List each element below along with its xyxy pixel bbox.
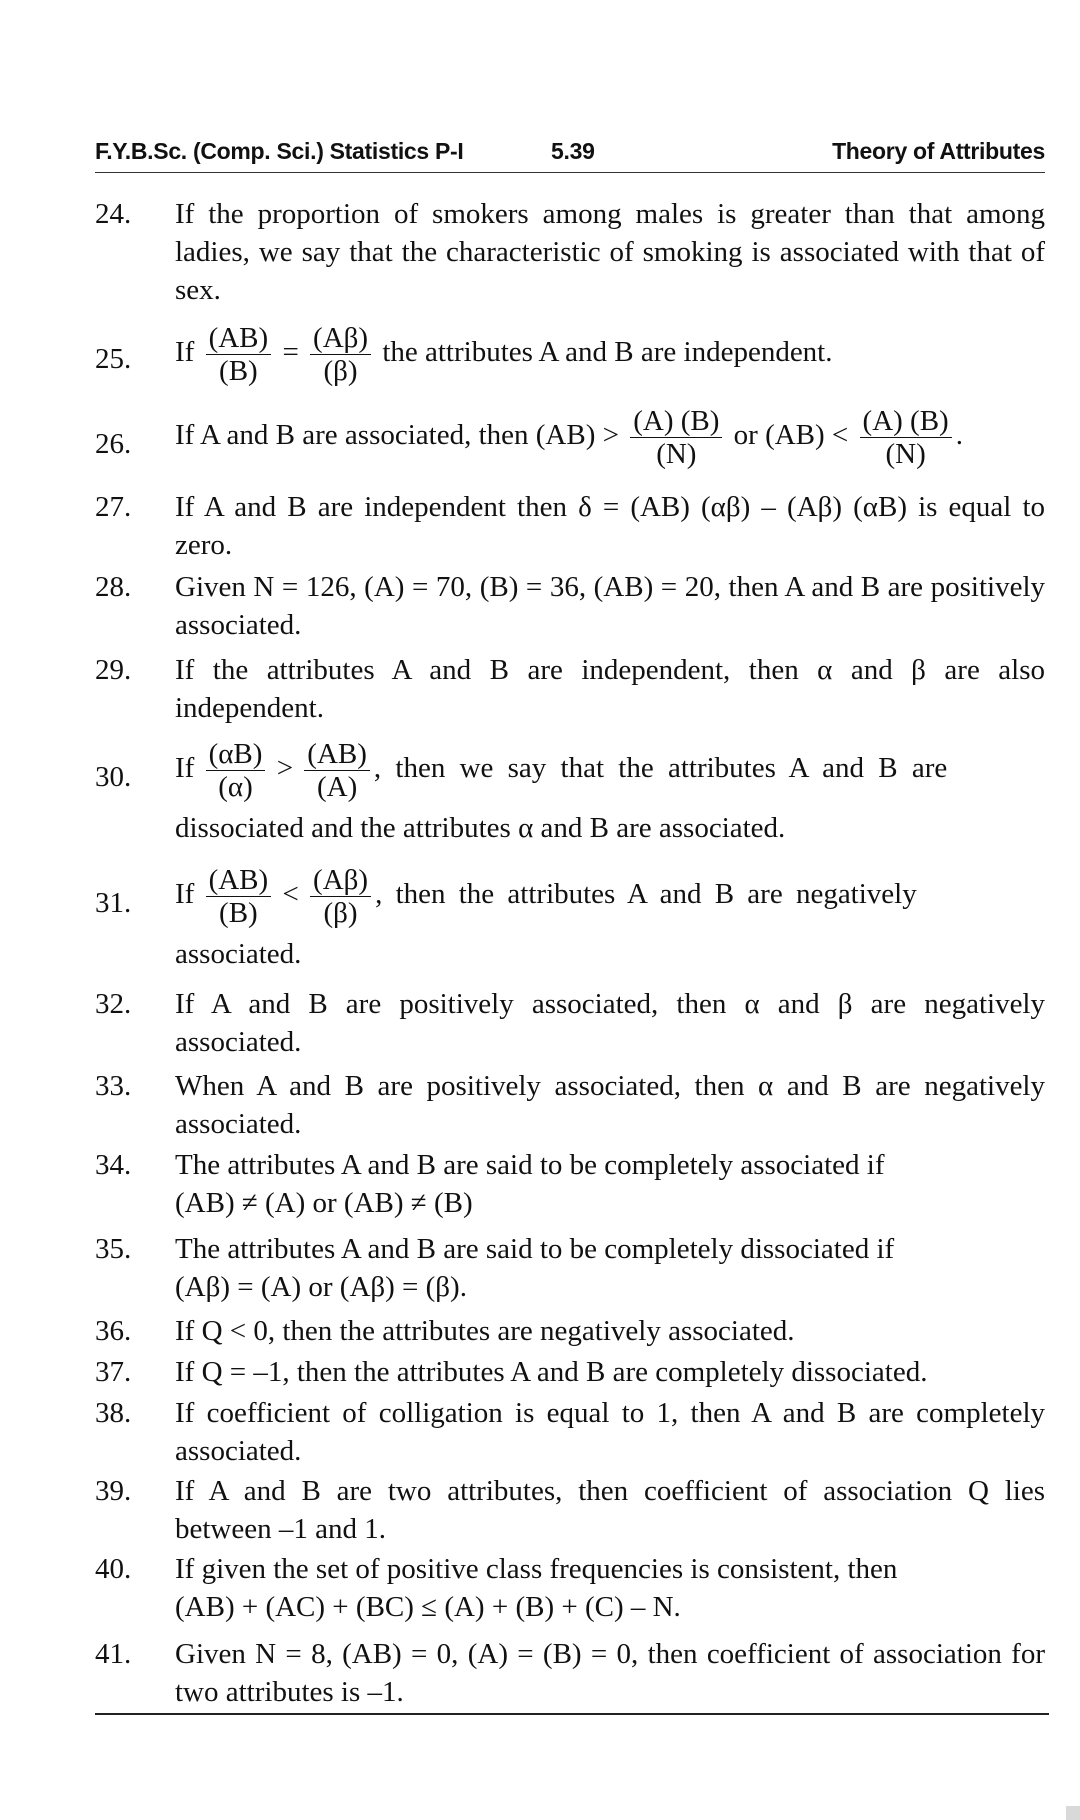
question-36 xyxy=(95,1312,1045,1350)
question-text: If A and B are two attributes, then coefficient of association Q lies between –1 and 1. xyxy=(175,1475,1045,1545)
question-text: Given N = 126, (A) = 70, (B) = 36, (AB) = 20, then A and B are positively associated. xyxy=(175,571,1045,641)
fraction xyxy=(304,738,370,803)
text-middle: or (AB) < xyxy=(733,419,849,452)
question-text xyxy=(175,738,1045,847)
chapter-title: Theory of Attributes xyxy=(832,138,1045,164)
question-number: 32. xyxy=(95,988,132,1020)
numerator: (AB) xyxy=(206,322,272,355)
page-header xyxy=(95,138,1045,173)
question-number: 36. xyxy=(95,1315,132,1347)
question-24 xyxy=(95,195,1045,309)
question-text xyxy=(175,322,1045,387)
question-number: 25. xyxy=(95,343,132,375)
question-29 xyxy=(95,651,1045,727)
question-text xyxy=(175,1230,1045,1306)
question-number: 27. xyxy=(95,491,132,523)
denominator: (B) xyxy=(219,897,258,929)
denominator: (N) xyxy=(656,438,697,470)
book-title: F.Y.B.Sc. (Comp. Sci.) Statistics P-I xyxy=(95,138,464,164)
text-line2: associated. xyxy=(175,938,302,970)
question-number: 24. xyxy=(95,198,132,230)
question-number: 26. xyxy=(95,428,132,460)
fraction xyxy=(310,322,371,387)
question-32 xyxy=(95,985,1045,1061)
question-number: 38. xyxy=(95,1397,132,1429)
page-number: 5.39 xyxy=(551,138,595,164)
question-text: If A and B are independent then δ = (AB) (αβ) – (Aβ) (αB) is equal to zero. xyxy=(175,491,1045,561)
numerator: (AB) xyxy=(206,864,272,897)
text-line2: (AB) + (AC) + (BC) ≤ (A) + (B) + (C) – N. xyxy=(175,1591,681,1623)
question-number: 41. xyxy=(95,1638,132,1670)
numerator: (A) (B) xyxy=(630,405,722,438)
question-number: 39. xyxy=(95,1475,132,1507)
text-suffix: , then we say that the attributes A and B are xyxy=(373,752,948,785)
question-number: 33. xyxy=(95,1070,132,1102)
numerator: (Aβ) xyxy=(310,322,371,355)
bottom-rule xyxy=(95,1713,1049,1715)
text-suffix: the attributes A and B are independent. xyxy=(382,336,833,369)
question-text: When A and B are positively associated, then α and B are negatively associated. xyxy=(175,1070,1045,1140)
question-text: If A and B are positively associated, then α and β are negatively associated. xyxy=(175,988,1045,1058)
numerator: (AB) xyxy=(304,738,370,771)
question-28 xyxy=(95,568,1045,644)
fraction xyxy=(310,864,371,929)
fraction xyxy=(630,405,722,470)
question-number: 35. xyxy=(95,1233,132,1265)
text-line2: dissociated and the attributes α and B are associated. xyxy=(175,812,786,844)
text-prefix: If A and B are associated, then (AB) > xyxy=(175,419,619,452)
denominator: (β) xyxy=(323,897,358,929)
question-25 xyxy=(95,322,1045,387)
question-text xyxy=(175,1146,1045,1222)
question-text: If the proportion of smokers among males is greater than that among ladies, we say that the characteristic of smoking is associated with that of sex. xyxy=(175,198,1045,306)
question-text xyxy=(175,1550,1045,1626)
question-40 xyxy=(95,1550,1045,1626)
text-suffix: , then the attributes A and B are negatively xyxy=(375,878,917,911)
question-number: 40. xyxy=(95,1553,132,1585)
denominator: (β) xyxy=(323,355,358,387)
operator: < xyxy=(282,878,299,911)
text-line1: The attributes A and B are said to be completely associated if xyxy=(175,1149,885,1181)
text-suffix: . xyxy=(955,419,963,452)
question-30 xyxy=(95,738,1045,847)
fraction xyxy=(206,864,272,929)
fraction xyxy=(206,322,272,387)
question-37 xyxy=(95,1353,1045,1391)
question-text xyxy=(175,405,1045,470)
question-number: 28. xyxy=(95,571,132,603)
denominator: (N) xyxy=(885,438,926,470)
numerator: (αB) xyxy=(206,738,266,771)
text-line2: (AB) ≠ (A) or (AB) ≠ (B) xyxy=(175,1187,473,1219)
denominator: (A) xyxy=(316,771,358,803)
operator: > xyxy=(276,752,294,785)
question-34 xyxy=(95,1146,1045,1222)
question-number: 29. xyxy=(95,654,132,686)
fraction xyxy=(206,738,266,803)
text-prefix: If xyxy=(175,336,195,369)
question-text: If coefficient of colligation is equal to 1, then A and B are completely associated. xyxy=(175,1397,1045,1467)
text-line2: (Aβ) = (A) or (Aβ) = (β). xyxy=(175,1271,467,1303)
question-41 xyxy=(95,1635,1045,1711)
question-number: 37. xyxy=(95,1356,132,1388)
question-text: Given N = 8, (AB) = 0, (A) = (B) = 0, then coefficient of association for two attributes is –1. xyxy=(175,1638,1045,1708)
fraction xyxy=(860,405,952,470)
denominator: (α) xyxy=(218,771,253,803)
question-33 xyxy=(95,1067,1045,1143)
numerator: (A) (B) xyxy=(860,405,952,438)
text-prefix: If xyxy=(175,878,195,911)
question-31 xyxy=(95,864,1045,973)
question-number: 34. xyxy=(95,1149,132,1181)
operator: = xyxy=(282,336,299,369)
text-prefix: If xyxy=(175,752,195,785)
question-35 xyxy=(95,1230,1045,1306)
question-number: 31. xyxy=(95,887,132,919)
question-27 xyxy=(95,488,1045,564)
question-text: If Q < 0, then the attributes are negatively associated. xyxy=(175,1315,795,1347)
numerator: (Aβ) xyxy=(310,864,371,897)
question-26 xyxy=(95,405,1045,470)
question-number: 30. xyxy=(95,761,132,793)
text-line1: The attributes A and B are said to be completely dissociated if xyxy=(175,1233,895,1265)
denominator: (B) xyxy=(219,355,258,387)
question-text: If the attributes A and B are independent, then α and β are also independent. xyxy=(175,654,1045,724)
corner-mark xyxy=(1066,1806,1080,1820)
question-38 xyxy=(95,1394,1045,1470)
question-text: If Q = –1, then the attributes A and B are completely dissociated. xyxy=(175,1356,928,1388)
text-line1: If given the set of positive class frequencies is consistent, then xyxy=(175,1553,898,1585)
question-39 xyxy=(95,1472,1045,1548)
question-text xyxy=(175,864,1045,973)
